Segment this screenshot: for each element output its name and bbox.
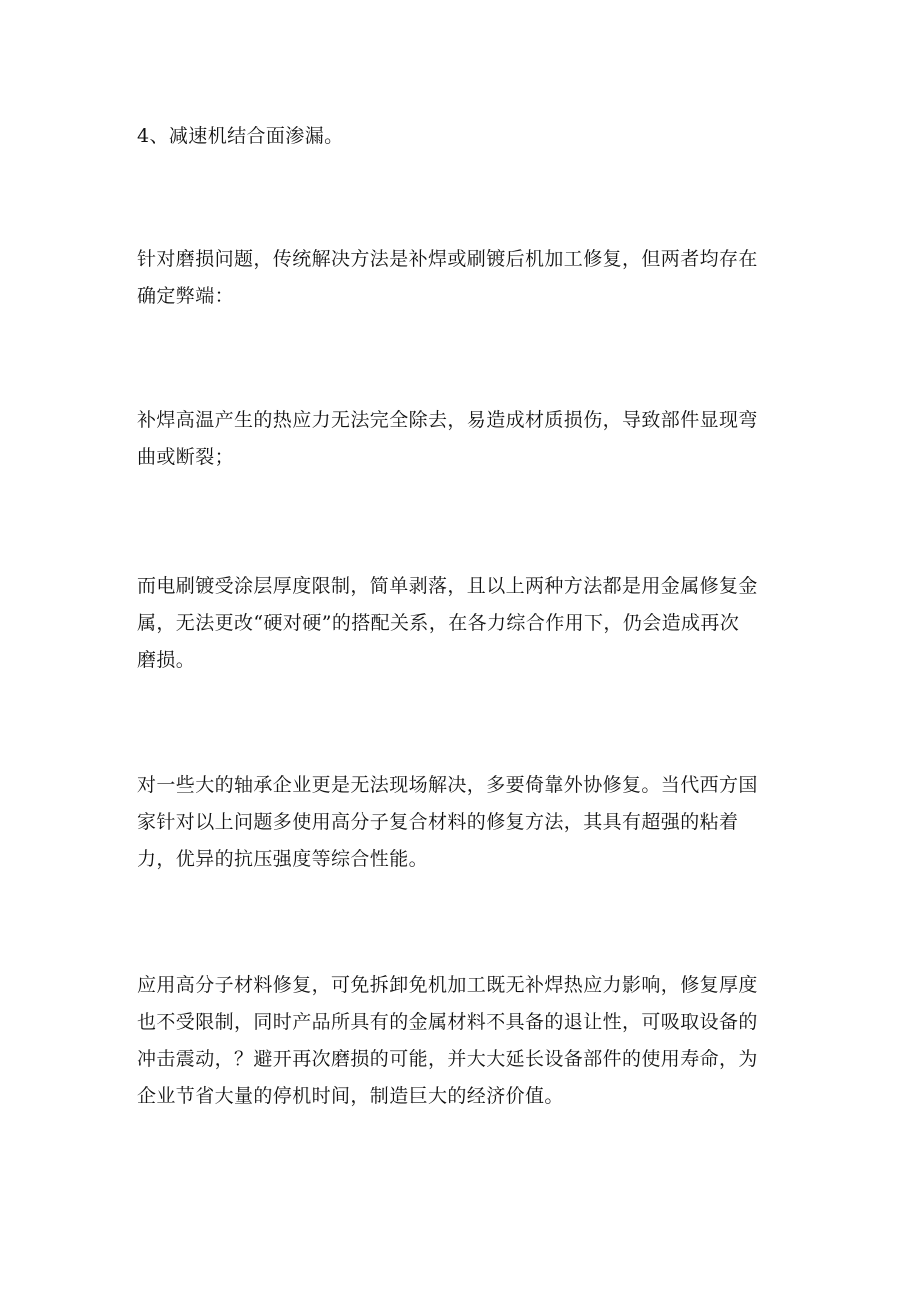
- text-line: 4、减速机结合面渗漏。: [137, 125, 344, 147]
- text-line: 属，无法更改“硬对硬”的搭配关系，在各力综合作用下，仍会造成再次: [137, 612, 740, 634]
- text-line: 确定弊端：: [137, 285, 235, 307]
- paragraph-bearing-enterprises: [137, 767, 787, 878]
- paragraph-polymer-repair: [137, 967, 787, 1115]
- paragraph-wear-problem: [137, 241, 787, 315]
- text-line: 企业节省大量的停机时间，制造巨大的经济价值。: [137, 1085, 564, 1107]
- paragraph-welding: [137, 402, 787, 476]
- text-line: 而电刷镀受涂层厚度限制，简单剥落，且以上两种方法都是用金属修复金: [137, 575, 758, 597]
- text-line: 也不受限制，同时产品所具有的金属材料不具备的退让性，可吸取设备的: [137, 1011, 758, 1033]
- paragraph-brush-plating: [137, 568, 787, 679]
- text-line: 应用高分子材料修复，可免拆卸免机加工既无补焊热应力影响，修复厚度: [137, 974, 758, 996]
- text-line: 力，优异的抗压强度等综合性能。: [137, 848, 429, 870]
- text-line: 家针对以上问题多使用高分子复合材料的修复方法，其具有超强的粘着: [137, 811, 739, 833]
- text-line: 对一些大的轴承企业更是无法现场解决，多要倚靠外协修复。当代西方国: [137, 774, 758, 796]
- text-line: 冲击震动，？避开再次磨损的可能，并大大延长设备部件的使用寿命，为: [137, 1048, 758, 1070]
- text-line: 磨损。: [137, 649, 196, 671]
- text-line: 补焊高温产生的热应力无法完全除去，易造成材质损伤，导致部件显现弯: [137, 409, 758, 431]
- text-line: 针对磨损问题，传统解决方法是补焊或刷镀后机加工修复，但两者均存在: [137, 248, 758, 270]
- text-line: 曲或断裂；: [137, 446, 235, 468]
- paragraph-item-4: [137, 118, 787, 155]
